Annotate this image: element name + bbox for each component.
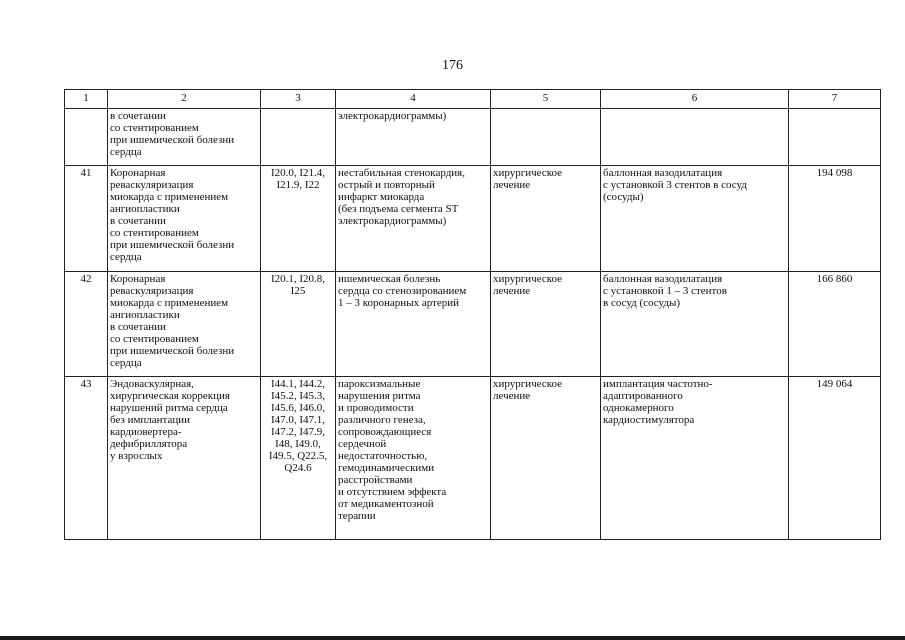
row-number xyxy=(65,109,108,166)
cost: 166 860 xyxy=(789,272,881,377)
table-row xyxy=(65,166,881,272)
diagnosis: электрокардиограммы) xyxy=(336,109,491,166)
service-name: в сочетании со стентированием при ишемической болезни сердца xyxy=(108,109,261,166)
page-number: 176 xyxy=(442,58,463,73)
header-cell-5: 5 xyxy=(491,90,601,109)
diagnosis: пароксизмальные нарушения ритма и проводимости различного генеза, сопровождающиеся сердечной недостаточностью, гемодинамическими расстройствами и отсутствием эффекта от медикаментозной терапии xyxy=(336,377,491,540)
table-row xyxy=(65,109,881,166)
table-row xyxy=(65,377,881,540)
treatment-type: хирургическое лечение xyxy=(491,166,601,272)
icd-codes: I44.1, I44.2, I45.2, I45.3, I45.6, I46.0, I47.0, I47.1, I47.2, I47.9, I48, I49.0, I49.5, Q22.5, Q24.6 xyxy=(261,377,336,540)
service-name: Коронарная реваскуляризация миокарда с применением ангиопластики в сочетании со стентированием при ишемической болезни сердца xyxy=(108,166,261,272)
treatment-type xyxy=(491,109,601,166)
services-table xyxy=(64,89,881,540)
header-row xyxy=(65,90,881,109)
row-number: 41 xyxy=(65,166,108,272)
service-name: Коронарная реваскуляризация миокарда с применением ангиопластики в сочетании со стентированием при ишемической болезни сердца xyxy=(108,272,261,377)
service-name: Эндоваскулярная, хирургическая коррекция нарушений ритма сердца без имплантации кардиовертера- дефибриллятора у взрослых xyxy=(108,377,261,540)
header-cell-1: 1 xyxy=(65,90,108,109)
scan-edge xyxy=(0,636,905,640)
row-number: 43 xyxy=(65,377,108,540)
cost: 149 064 xyxy=(789,377,881,540)
treatment-method: имплантация частотно- адаптированного однокамерного кардиостимулятора xyxy=(601,377,789,540)
treatment-method: баллонная вазодилатация с установкой 3 стентов в сосуд (сосуды) xyxy=(601,166,789,272)
header-cell-7: 7 xyxy=(789,90,881,109)
table-row xyxy=(65,272,881,377)
header-cell-3: 3 xyxy=(261,90,336,109)
treatment-type: хирургическое лечение xyxy=(491,272,601,377)
treatment-type: хирургическое лечение xyxy=(491,377,601,540)
treatment-method: баллонная вазодилатация с установкой 1 – 3 стентов в сосуд (сосуды) xyxy=(601,272,789,377)
row-number: 42 xyxy=(65,272,108,377)
cost: 194 098 xyxy=(789,166,881,272)
icd-codes xyxy=(261,109,336,166)
treatment-method xyxy=(601,109,789,166)
icd-codes: I20.0, I21.4, I21.9, I22 xyxy=(261,166,336,272)
header-cell-6: 6 xyxy=(601,90,789,109)
diagnosis: нестабильная стенокардия, острый и повторный инфаркт миокарда (без подъема сегмента ST электрокардиограммы) xyxy=(336,166,491,272)
icd-codes: I20.1, I20.8, I25 xyxy=(261,272,336,377)
diagnosis: ишемическая болезнь сердца со стенозированием 1 – 3 коронарных артерий xyxy=(336,272,491,377)
header-cell-4: 4 xyxy=(336,90,491,109)
cost xyxy=(789,109,881,166)
header-cell-2: 2 xyxy=(108,90,261,109)
